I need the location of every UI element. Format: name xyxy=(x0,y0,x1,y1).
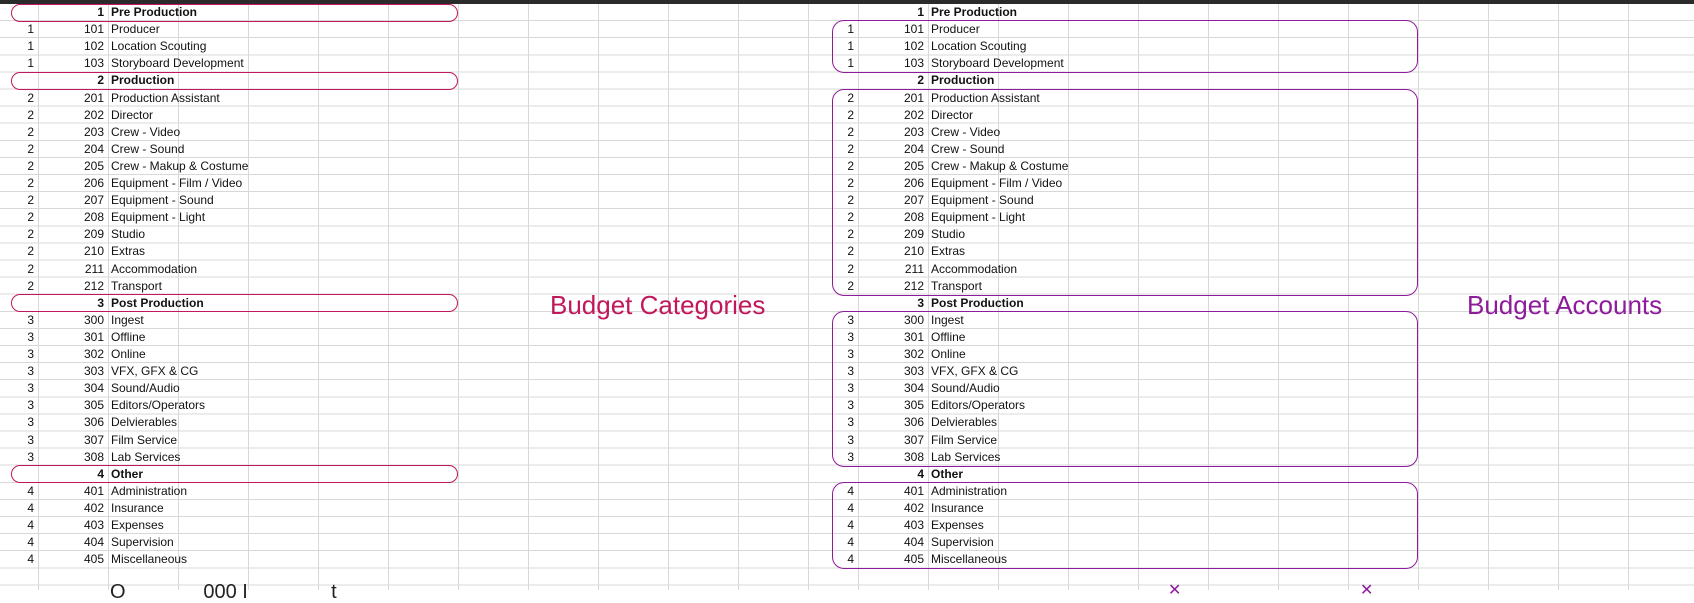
category-code-cell[interactable]: 3 xyxy=(97,295,104,310)
group-number-cell[interactable]: 3 xyxy=(847,381,854,396)
account-name-cell[interactable]: Crew - Makup & Costume xyxy=(931,158,1069,173)
account-name-cell[interactable]: Supervision xyxy=(111,535,174,550)
account-code-cell[interactable]: 404 xyxy=(83,535,104,550)
close-mark-icon: ✕ xyxy=(1168,582,1182,599)
group-number-cell[interactable]: 2 xyxy=(27,141,34,156)
account-code-cell[interactable]: 206 xyxy=(83,176,104,190)
account-code-cell[interactable]: 403 xyxy=(83,518,104,532)
account-code-cell[interactable]: 300 xyxy=(903,312,924,327)
category-code-cell[interactable]: 2 xyxy=(97,73,104,88)
group-number-cell[interactable]: 3 xyxy=(847,347,854,361)
category-code-cell[interactable]: 2 xyxy=(917,73,924,88)
account-code-cell[interactable]: 202 xyxy=(903,107,924,122)
account-name-cell[interactable]: Crew - Sound xyxy=(931,141,1005,156)
group-number-cell[interactable]: 3 xyxy=(847,449,854,464)
account-row xyxy=(0,534,1694,551)
account-code-cell[interactable]: 304 xyxy=(83,381,104,396)
account-name-cell[interactable]: Delvierables xyxy=(931,415,998,430)
group-number-cell[interactable]: 4 xyxy=(847,552,854,567)
group-number-cell[interactable]: 2 xyxy=(847,210,854,225)
account-row xyxy=(0,175,1694,192)
account-code-cell[interactable]: 208 xyxy=(903,210,924,225)
account-code-cell[interactable]: 404 xyxy=(903,535,924,550)
account-code-cell[interactable]: 207 xyxy=(83,193,104,208)
account-name-cell[interactable]: Online xyxy=(111,347,146,361)
cut-off-text-fragment: O 000 I t xyxy=(110,581,337,603)
group-number-cell[interactable]: 3 xyxy=(847,398,854,413)
account-name-cell[interactable]: Director xyxy=(111,107,154,122)
group-number-cell[interactable]: 1 xyxy=(27,56,34,71)
group-number-cell[interactable]: 2 xyxy=(847,193,854,208)
account-row xyxy=(0,90,1694,107)
group-number-cell[interactable]: 3 xyxy=(847,329,854,344)
category-name-cell[interactable]: Production xyxy=(931,73,995,88)
category-header-row xyxy=(0,72,1694,89)
account-code-cell[interactable]: 301 xyxy=(83,329,104,344)
account-name-cell[interactable]: Online xyxy=(931,347,966,361)
account-name-cell[interactable]: Location Scouting xyxy=(931,39,1027,54)
account-code-cell[interactable]: 307 xyxy=(903,432,924,447)
account-name-cell[interactable]: Miscellaneous xyxy=(111,552,188,567)
group-number-cell[interactable]: 3 xyxy=(847,364,854,379)
group-number-cell[interactable]: 1 xyxy=(847,56,854,71)
group-number-cell[interactable]: 2 xyxy=(27,176,34,190)
account-row xyxy=(0,261,1694,278)
category-name-cell[interactable]: Other xyxy=(931,466,964,481)
account-row xyxy=(0,380,1694,397)
account-name-cell[interactable]: Storyboard Development xyxy=(111,56,244,71)
account-row xyxy=(0,124,1694,141)
account-code-cell[interactable]: 211 xyxy=(84,261,104,276)
account-row xyxy=(0,226,1694,243)
account-code-cell[interactable]: 203 xyxy=(83,124,104,139)
account-name-cell[interactable]: Film Service xyxy=(931,432,998,447)
account-name-cell[interactable]: Ingest xyxy=(931,312,964,327)
account-name-cell[interactable]: Film Service xyxy=(111,432,178,447)
account-row xyxy=(0,158,1694,175)
category-name-cell[interactable]: Other xyxy=(111,466,144,481)
account-code-cell[interactable]: 305 xyxy=(83,398,104,413)
group-number-cell[interactable]: 2 xyxy=(27,227,34,242)
category-header-row xyxy=(0,295,1694,312)
account-code-cell[interactable]: 306 xyxy=(83,415,104,430)
category-name-cell[interactable]: Pre Production xyxy=(111,5,198,19)
group-number-cell[interactable]: 3 xyxy=(27,449,34,464)
account-code-cell[interactable]: 402 xyxy=(903,500,924,515)
account-code-cell[interactable]: 401 xyxy=(83,483,104,498)
group-number-cell[interactable]: 3 xyxy=(27,381,34,396)
account-name-cell[interactable]: Miscellaneous xyxy=(931,552,1008,567)
group-number-cell[interactable]: 4 xyxy=(847,518,854,532)
account-name-cell[interactable]: Studio xyxy=(111,227,146,242)
group-number-cell[interactable]: 4 xyxy=(27,518,34,532)
group-number-cell[interactable]: 2 xyxy=(27,261,34,276)
account-row xyxy=(0,551,1694,568)
account-row xyxy=(0,500,1694,517)
account-row xyxy=(0,243,1694,260)
budget-categories-label: Budget Categories xyxy=(550,290,766,320)
group-number-cell[interactable]: 4 xyxy=(847,535,854,550)
group-number-cell[interactable]: 2 xyxy=(847,261,854,276)
account-name-cell[interactable]: Lab Services xyxy=(931,449,1001,464)
account-name-cell[interactable]: VFX, GFX & CG xyxy=(111,364,199,379)
account-row xyxy=(0,414,1694,431)
account-name-cell[interactable]: Extras xyxy=(111,244,146,259)
account-code-cell[interactable]: 203 xyxy=(903,124,924,139)
group-number-cell[interactable]: 2 xyxy=(847,158,854,173)
group-number-cell[interactable]: 3 xyxy=(27,398,34,413)
account-code-cell[interactable]: 101 xyxy=(83,22,104,37)
group-number-cell[interactable]: 2 xyxy=(27,278,34,293)
account-code-cell[interactable]: 212 xyxy=(903,278,924,293)
account-name-cell[interactable]: Producer xyxy=(111,22,160,37)
group-number-cell[interactable]: 3 xyxy=(27,312,34,327)
account-code-cell[interactable]: 209 xyxy=(903,227,924,242)
group-number-cell[interactable]: 2 xyxy=(27,193,34,208)
group-number-cell[interactable]: 4 xyxy=(27,483,34,498)
group-number-cell[interactable]: 3 xyxy=(847,432,854,447)
account-code-cell[interactable]: 102 xyxy=(83,39,104,54)
category-name-cell[interactable]: Pre Production xyxy=(931,5,1018,19)
group-number-cell[interactable]: 3 xyxy=(27,432,34,447)
account-row xyxy=(0,141,1694,158)
group-number-cell[interactable]: 3 xyxy=(27,347,34,361)
account-name-cell[interactable]: Administration xyxy=(111,483,188,498)
account-code-cell[interactable]: 402 xyxy=(83,500,104,515)
account-name-cell[interactable]: Offline xyxy=(931,329,966,344)
account-code-cell[interactable]: 201 xyxy=(83,90,104,105)
group-number-cell[interactable]: 2 xyxy=(27,124,34,139)
account-code-cell[interactable]: 308 xyxy=(903,449,924,464)
account-code-cell[interactable]: 102 xyxy=(903,39,924,54)
account-name-cell[interactable]: Delvierables xyxy=(111,415,178,430)
account-name-cell[interactable]: Equipment - Film / Video xyxy=(111,176,243,190)
account-code-cell[interactable]: 403 xyxy=(903,518,924,532)
account-code-cell[interactable]: 209 xyxy=(83,227,104,242)
account-code-cell[interactable]: 210 xyxy=(903,244,924,259)
close-mark-icon: ✕ xyxy=(1360,582,1374,599)
account-code-cell[interactable]: 205 xyxy=(903,158,924,173)
category-code-cell[interactable]: 4 xyxy=(97,466,104,481)
account-code-cell[interactable]: 103 xyxy=(83,56,104,71)
group-number-cell[interactable]: 2 xyxy=(847,90,854,105)
category-code-cell[interactable]: 1 xyxy=(97,5,104,19)
group-number-cell[interactable]: 2 xyxy=(27,90,34,105)
account-name-cell[interactable]: Transport xyxy=(111,278,162,293)
account-code-cell[interactable]: 304 xyxy=(903,381,924,396)
account-name-cell[interactable]: Expenses xyxy=(111,518,164,532)
group-number-cell[interactable]: 1 xyxy=(27,39,34,54)
account-code-cell[interactable]: 301 xyxy=(903,329,924,344)
account-name-cell[interactable]: Production Assistant xyxy=(111,90,220,105)
account-code-cell[interactable]: 204 xyxy=(903,141,924,156)
account-name-cell[interactable]: Crew - Sound xyxy=(111,141,185,156)
account-row xyxy=(0,21,1694,38)
account-name-cell[interactable]: Crew - Video xyxy=(111,124,181,139)
account-name-cell[interactable]: Equipment - Light xyxy=(111,210,206,225)
account-name-cell[interactable]: Ingest xyxy=(111,312,144,327)
account-name-cell[interactable]: Editors/Operators xyxy=(931,398,1026,413)
account-code-cell[interactable]: 101 xyxy=(903,22,924,37)
account-code-cell[interactable]: 201 xyxy=(903,90,924,105)
group-number-cell[interactable]: 2 xyxy=(847,107,854,122)
account-code-cell[interactable]: 401 xyxy=(903,483,924,498)
account-name-cell[interactable]: Transport xyxy=(931,278,982,293)
budget-accounts-label: Budget Accounts xyxy=(1467,290,1663,320)
account-code-cell[interactable]: 303 xyxy=(83,364,104,379)
account-code-cell[interactable]: 300 xyxy=(83,312,104,327)
account-code-cell[interactable]: 305 xyxy=(903,398,924,413)
account-code-cell[interactable]: 207 xyxy=(903,193,924,208)
account-row xyxy=(0,278,1694,295)
group-number-cell[interactable]: 2 xyxy=(27,158,34,173)
account-row xyxy=(0,192,1694,209)
account-name-cell[interactable]: Producer xyxy=(931,22,980,37)
category-name-cell[interactable]: Production xyxy=(111,73,175,88)
account-row xyxy=(0,449,1694,466)
account-name-cell[interactable]: Equipment - Light xyxy=(931,210,1026,225)
group-number-cell[interactable]: 4 xyxy=(847,500,854,515)
account-name-cell[interactable]: Offline xyxy=(111,329,146,344)
account-name-cell[interactable]: Supervision xyxy=(931,535,994,550)
group-number-cell[interactable]: 2 xyxy=(847,176,854,190)
group-number-cell[interactable]: 1 xyxy=(847,22,854,37)
account-name-cell[interactable]: Location Scouting xyxy=(111,39,207,54)
account-row xyxy=(0,209,1694,226)
account-row xyxy=(0,517,1694,534)
group-number-cell[interactable]: 2 xyxy=(27,244,34,259)
account-name-cell[interactable]: Director xyxy=(931,107,974,122)
account-name-cell[interactable]: Extras xyxy=(931,244,966,259)
account-name-cell[interactable]: Lab Services xyxy=(111,449,181,464)
account-name-cell[interactable]: Accommodation xyxy=(111,261,198,276)
account-row xyxy=(0,432,1694,449)
account-code-cell[interactable]: 103 xyxy=(903,56,924,71)
account-code-cell[interactable]: 302 xyxy=(903,347,924,361)
account-code-cell[interactable]: 405 xyxy=(83,552,104,567)
category-header-row xyxy=(0,466,1694,483)
account-row xyxy=(0,397,1694,414)
group-number-cell[interactable]: 2 xyxy=(847,124,854,139)
group-number-cell[interactable]: 4 xyxy=(27,535,34,550)
group-number-cell[interactable]: 2 xyxy=(27,107,34,122)
account-name-cell[interactable]: Equipment - Sound xyxy=(111,193,214,208)
account-name-cell[interactable]: Insurance xyxy=(111,500,164,515)
account-row xyxy=(0,483,1694,500)
account-code-cell[interactable]: 303 xyxy=(903,364,924,379)
account-code-cell[interactable]: 208 xyxy=(83,210,104,225)
account-code-cell[interactable]: 211 xyxy=(904,261,924,276)
account-name-cell[interactable]: Expenses xyxy=(931,518,984,532)
group-number-cell[interactable]: 2 xyxy=(847,227,854,242)
account-name-cell[interactable]: Equipment - Film / Video xyxy=(931,176,1063,190)
account-name-cell[interactable]: Insurance xyxy=(931,500,984,515)
account-row xyxy=(0,312,1694,329)
category-code-cell[interactable]: 3 xyxy=(917,295,924,310)
group-number-cell[interactable]: 2 xyxy=(847,244,854,259)
account-code-cell[interactable]: 204 xyxy=(83,141,104,156)
account-code-cell[interactable]: 206 xyxy=(903,176,924,190)
account-name-cell[interactable]: Crew - Video xyxy=(931,124,1001,139)
account-row xyxy=(0,107,1694,124)
group-number-cell[interactable]: 3 xyxy=(27,329,34,344)
account-name-cell[interactable]: Administration xyxy=(931,483,1008,498)
account-name-cell[interactable]: Sound/Audio xyxy=(931,381,1000,396)
group-number-cell[interactable]: 2 xyxy=(27,210,34,225)
category-code-cell[interactable]: 1 xyxy=(917,5,924,19)
group-number-cell[interactable]: 1 xyxy=(27,22,34,37)
category-name-cell[interactable]: Post Production xyxy=(931,295,1024,310)
account-name-cell[interactable]: Accommodation xyxy=(931,261,1018,276)
account-code-cell[interactable]: 212 xyxy=(83,278,104,293)
category-code-cell[interactable]: 4 xyxy=(917,466,924,481)
group-number-cell[interactable]: 1 xyxy=(847,39,854,54)
group-number-cell[interactable]: 4 xyxy=(847,483,854,498)
account-name-cell[interactable]: Production Assistant xyxy=(931,90,1040,105)
account-code-cell[interactable]: 210 xyxy=(83,244,104,259)
group-number-cell[interactable]: 3 xyxy=(27,364,34,379)
category-header-row xyxy=(0,4,1694,21)
group-number-cell[interactable]: 4 xyxy=(27,500,34,515)
group-number-cell[interactable]: 2 xyxy=(847,141,854,156)
account-name-cell[interactable]: Studio xyxy=(931,227,966,242)
account-row xyxy=(0,38,1694,55)
group-number-cell[interactable]: 3 xyxy=(847,415,854,430)
account-code-cell[interactable]: 202 xyxy=(83,107,104,122)
account-code-cell[interactable]: 302 xyxy=(83,347,104,361)
account-name-cell[interactable]: Crew - Makup & Costume xyxy=(111,158,249,173)
account-code-cell[interactable]: 308 xyxy=(83,449,104,464)
account-name-cell[interactable]: Editors/Operators xyxy=(111,398,206,413)
account-code-cell[interactable]: 205 xyxy=(83,158,104,173)
account-row xyxy=(0,55,1694,72)
account-row xyxy=(0,346,1694,363)
account-row xyxy=(0,363,1694,380)
account-row xyxy=(0,329,1694,346)
account-code-cell[interactable]: 307 xyxy=(83,432,104,447)
group-number-cell[interactable]: 3 xyxy=(847,312,854,327)
account-code-cell[interactable]: 405 xyxy=(903,552,924,567)
category-name-cell[interactable]: Post Production xyxy=(111,295,204,310)
account-name-cell[interactable]: VFX, GFX & CG xyxy=(931,364,1019,379)
group-number-cell[interactable]: 2 xyxy=(847,278,854,293)
account-name-cell[interactable]: Equipment - Sound xyxy=(931,193,1034,208)
group-number-cell[interactable]: 3 xyxy=(27,415,34,430)
group-number-cell[interactable]: 4 xyxy=(27,552,34,567)
account-code-cell[interactable]: 306 xyxy=(903,415,924,430)
account-name-cell[interactable]: Storyboard Development xyxy=(931,56,1064,71)
account-name-cell[interactable]: Sound/Audio xyxy=(111,381,180,396)
